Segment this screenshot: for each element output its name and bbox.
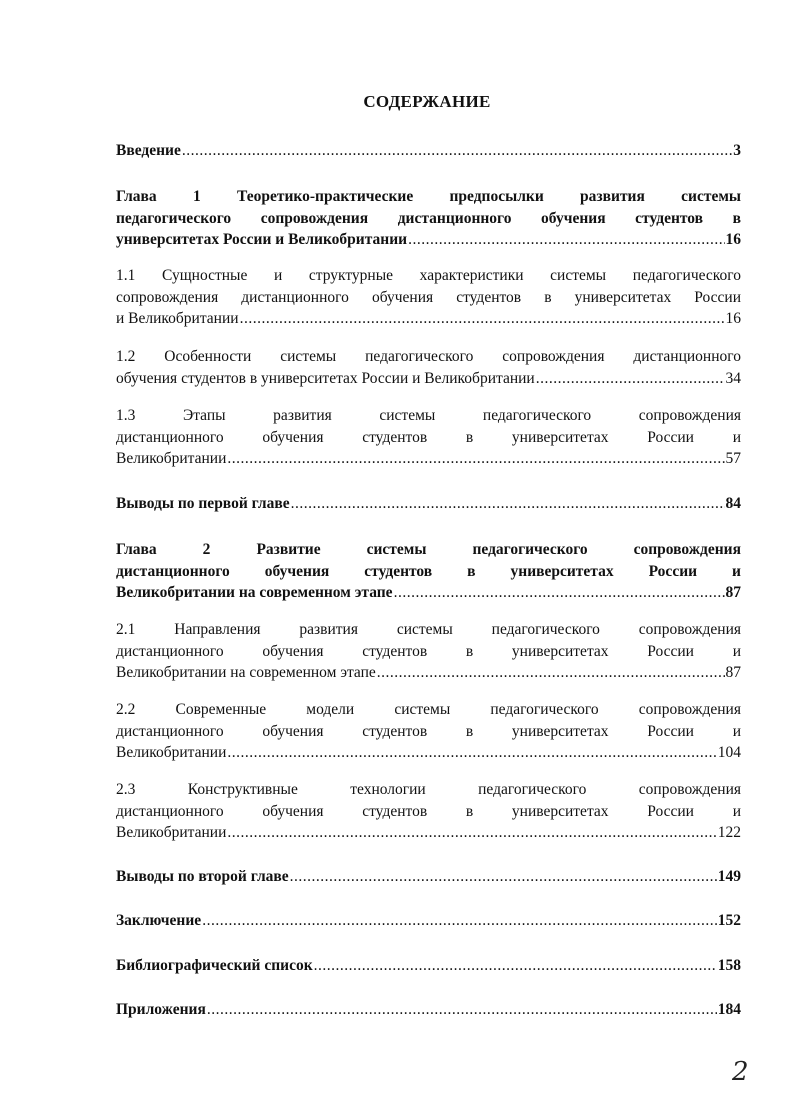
toc-line: 2.1 Направления развития системы педагогического сопровождения	[116, 621, 741, 638]
toc-entry-appendices	[116, 999, 741, 1021]
toc-entry-label: Великобритании	[116, 450, 227, 467]
toc-line: 1.3 Этапы развития системы педагогического сопровождения	[116, 407, 741, 424]
dot-leader	[536, 368, 725, 390]
toc-line-last	[116, 866, 741, 888]
dot-leader	[227, 448, 724, 470]
toc-line-last	[116, 999, 741, 1021]
dot-leader	[227, 742, 716, 764]
toc-entry-1-1	[116, 265, 741, 330]
toc-entry-label: Великобритании на современном этапе	[116, 664, 376, 681]
toc-entry-label: Великобритании на современном этапе	[116, 584, 393, 601]
dot-leader	[240, 308, 725, 330]
toc-entry-conclusions-1	[116, 493, 741, 515]
toc-entry-chapter-1	[116, 186, 741, 251]
dot-leader	[202, 910, 717, 932]
toc-line-last	[116, 955, 741, 977]
dot-leader	[314, 955, 717, 977]
toc-line: дистанционного обучения студентов в университетах России и	[116, 722, 741, 740]
toc-entry-intro	[116, 140, 741, 162]
toc-entry-label: Заключение	[116, 912, 202, 929]
toc-page-number: 87	[725, 664, 741, 681]
toc-entry-label: Выводы по второй главе	[116, 868, 289, 885]
toc-line-last	[116, 308, 741, 330]
toc-entry-label: Введение	[116, 142, 181, 159]
toc-line: дистанционного обучения студентов в университетах России и	[116, 562, 741, 580]
toc-entry-2-3	[116, 779, 741, 844]
page-number: 2	[732, 1057, 749, 1087]
dot-leader	[227, 822, 716, 844]
toc-entry-label: Великобритании	[116, 824, 227, 841]
toc-entry-label: обучения студентов в университетах России и Великобритании	[116, 369, 535, 387]
toc-line-last	[116, 229, 741, 251]
toc-page-number: 158	[717, 957, 741, 974]
toc-entry-bibliography	[116, 955, 741, 977]
toc-page-number: 34	[725, 369, 741, 387]
toc-entry-conclusion	[116, 910, 741, 932]
toc-line: педагогического сопровождения дистанционного обучения студентов в	[116, 209, 741, 227]
toc-entry-chapter-2	[116, 539, 741, 604]
toc-page-number: 122	[717, 824, 741, 841]
dot-leader	[291, 493, 725, 515]
toc-line: 1.2 Особенности системы педагогического сопровождения дистанционного	[116, 348, 741, 365]
toc-entry-label: Выводы по первой главе	[116, 495, 290, 512]
toc-entry-label: и Великобритании	[116, 310, 239, 327]
toc-line: дистанционного обучения студентов в университетах России и	[116, 802, 741, 820]
toc-title: СОДЕРЖАНИЕ	[363, 92, 491, 111]
toc-page-number: 57	[725, 450, 741, 467]
toc-entry-1-3	[116, 405, 741, 470]
toc-line-last	[116, 662, 741, 684]
toc-line: 2.2 Современные модели системы педагогического сопровождения	[116, 701, 741, 718]
toc-page-number: 184	[717, 1001, 741, 1018]
toc-line: Глава 1 Теоретико-практические предпосылки развития системы	[116, 188, 741, 205]
toc-line-last	[116, 822, 741, 844]
toc-page-number: 84	[725, 495, 741, 512]
toc-entry-conclusions-2	[116, 866, 741, 888]
toc-line: Глава 2 Развитие системы педагогического сопровождения	[116, 541, 741, 558]
dot-leader	[394, 582, 725, 604]
toc-line-last	[116, 742, 741, 764]
toc-entry-2-1	[116, 619, 741, 684]
toc-page-number: 149	[717, 868, 741, 885]
toc-line-last	[116, 140, 741, 162]
toc-line-last	[116, 448, 741, 470]
dot-leader	[408, 229, 724, 251]
toc-line: 1.1 Сущностные и структурные характеристики системы педагогического	[116, 267, 741, 284]
toc-page-number: 152	[717, 912, 741, 929]
toc-line-last	[116, 493, 741, 515]
toc-entry-label: Библиографический список	[116, 957, 313, 974]
toc-line: дистанционного обучения студентов в университетах России и	[116, 428, 741, 446]
toc-entry-label: Приложения	[116, 1001, 206, 1018]
toc-page-number: 16	[725, 231, 741, 248]
dot-leader	[207, 999, 717, 1021]
toc-line-last	[116, 582, 741, 604]
toc-line: дистанционного обучения студентов в университетах России и	[116, 642, 741, 660]
dot-leader	[290, 866, 717, 888]
toc-line: сопровождения дистанционного обучения студентов в университетах России	[116, 288, 741, 306]
toc-entry-label: университетах России и Великобритании	[116, 231, 408, 248]
toc-entry-2-2	[116, 699, 741, 764]
toc-line: 2.3 Конструктивные технологии педагогического сопровождения	[116, 781, 741, 798]
toc-line-last	[116, 368, 741, 390]
toc-page-number: 104	[717, 744, 741, 761]
toc-page-number: 16	[725, 310, 741, 327]
toc-line-last	[116, 910, 741, 932]
toc-entry-label: Великобритании	[116, 744, 227, 761]
toc-entry-1-2	[116, 346, 741, 389]
dot-leader	[182, 140, 732, 162]
dot-leader	[377, 662, 725, 684]
toc-page-number: 87	[725, 584, 741, 601]
toc-page-number: 3	[733, 142, 741, 159]
